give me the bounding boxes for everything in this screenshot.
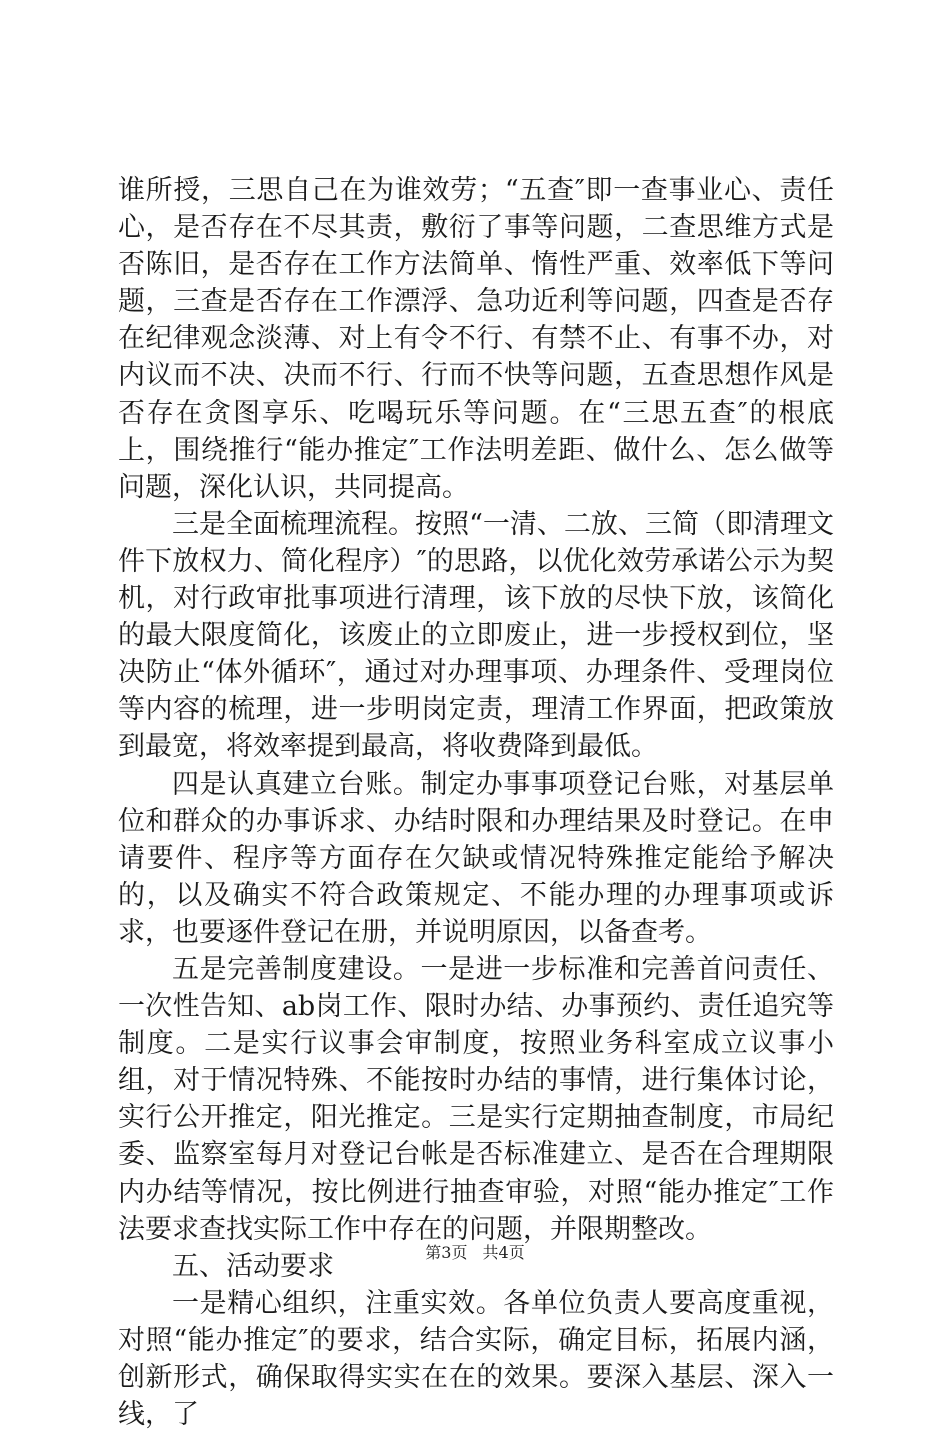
section-heading: 五、活动要求 [172,1250,334,1282]
paragraph-3: 四是认真建立台账。制定办事事项登记台账，对基层单位和群众的办事诉求、办结时限和办理结果及时登记。在申请要件、程序等方面存在欠缺或情况特殊推定能给予解决的，以及确实不符合政策规定、不能办理的办理事项或诉求，也要逐件登记在册，并说明原因，以备查考。 [118,768,834,948]
page-footer [0,1240,950,1263]
paragraph-4: 五是完善制度建设。一是进一步标准和完善首问责任、一次性告知、ab岗工作、限时办结、办事预约、责任追究等制度。二是实行议事会审制度，按照业务科室成立议事小组，对于情况特殊、不能按时办结的事情，进行集体讨论，实行公开推定，阳光推定。三是实行定期抽查制度，市局纪委、监察室每月对登记台帐是否标准建立、是否在合理期限内办结等情况，按比例进行抽查审验，对照“能办推定″工作法要求查找实际工作中存在的问题，并限期整改。 [118,953,834,1245]
page-total: 共4页 [482,1243,525,1262]
page-number: 第3页 [425,1243,468,1262]
paragraph-6: 一是精心组织，注重实效。各单位负责人要高度重视，对照“能办推定″的要求，结合实际，确定目标，拓展内涵，创新形式，确保取得实实在在的效果。要深入基层、深入一线，了 [118,1287,834,1431]
paragraph-2: 三是全面梳理流程。按照“一清、二放、三简（即清理文件下放权力、简化程序）″的思路，以优化效劳承诺公示为契机，对行政审批事项进行清理，该下放的尽快下放，该简化的最大限度简化，该废止的立即废止，进一步授权到位，坚决防止“体外循环″，通过对办理事项、办理条件、受理岗位等内容的梳理，进一步明岗定责，理清工作界面，把政策放到最宽，将效率提到最高，将收费降到最低。 [118,508,834,763]
paragraph-1: 谁所授，三思自己在为谁效劳；“五查″即一查事业心、责任心，是否存在不尽其责，敷衍了事等问题，二查思维方式是否陈旧，是否存在工作方法简单、惰性严重、效率低下等问题，三查是否存在工作漂浮、急功近利等问题，四查是否存在纪律观念淡薄、对上有令不行、有禁不止、有事不办，对内议而不决、决而不行、行而不快等问题，五查思想作风是否存在贪图享乐、吃喝玩乐等问题。在“三思五查″的根底上，围绕推行“能办推定″工作法明差距、做什么、怎么做等问题，深化认识，共同提高。 [118,175,834,503]
